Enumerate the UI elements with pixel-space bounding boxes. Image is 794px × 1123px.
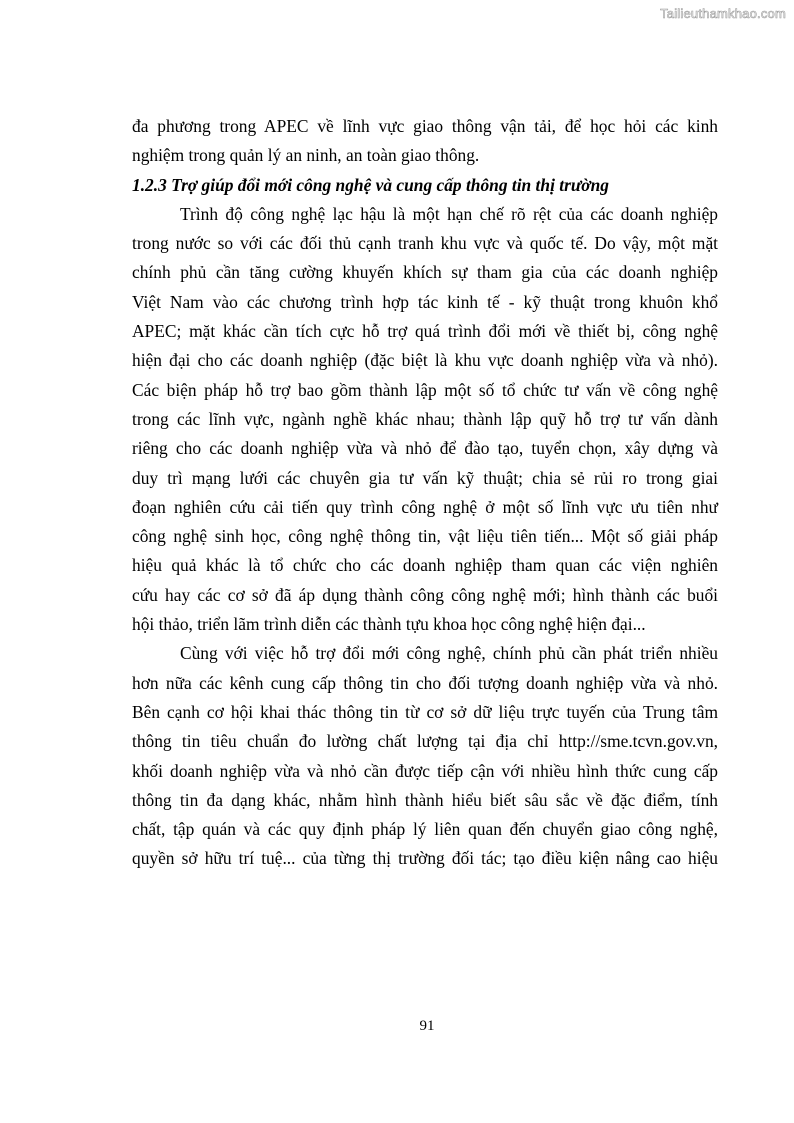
text-line: Các biện pháp hỗ trợ bao gồm thành lập một số tổ chức tư vấn về công nghệ: [132, 379, 718, 400]
document-body: [132, 112, 718, 874]
text-line: Cùng với việc hỗ trợ đổi mới công nghệ, chính phủ cần phát triển nhiều: [180, 643, 718, 664]
text-line: trong các lĩnh vực, ngành nghề khác nhau; thành lập quỹ hỗ trợ tư vấn dành: [132, 408, 718, 429]
text-line: duy trì mạng lưới các chuyên gia tư vấn kỹ thuật; chia sẻ rủi ro trong giai: [132, 467, 718, 488]
text-line: đa phương trong APEC về lĩnh vực giao thông vận tải, để học hỏi các kinh: [132, 116, 718, 136]
text-line: nghiệm trong quản lý an ninh, an toàn giao thông.: [132, 145, 480, 166]
page-number: 91: [419, 1018, 435, 1034]
intro-paragraph: [132, 112, 718, 171]
text-line: hội thảo, triển lãm trình diễn các thành tựu khoa học công nghệ hiện đại...: [132, 614, 646, 635]
text-line: chất, tập quán và các quy định pháp lý liên quan đến chuyển giao công nghệ,: [132, 819, 718, 840]
text-line: chính phủ cần tăng cường khuyến khích sự tham gia của các doanh nghiệp: [132, 262, 718, 283]
text-line: thông tin tiêu chuẩn đo lường chất lượng tại địa chỉ http://sme.tcvn.gov.vn,: [132, 731, 718, 752]
watermark: Tailieuthamkhao.com: [660, 6, 786, 21]
paragraph-technology: [132, 200, 718, 639]
text-line: thông tin đa dạng khác, nhằm hình thành hiểu biết sâu sắc về đặc điểm, tính: [132, 789, 718, 810]
text-line: Việt Nam vào các chương trình hợp tác kinh tế - kỹ thuật trong khuôn khổ: [132, 291, 718, 312]
text-line: trong nước so với các đối thủ cạnh tranh khu vực và quốc tế. Do vậy, một mặt: [132, 233, 718, 254]
text-line: khối doanh nghiệp vừa và nhỏ cần được tiếp cận với nhiều hình thức cung cấp: [132, 760, 718, 781]
text-line: hiện đại cho các doanh nghiệp (đặc biệt là khu vực doanh nghiệp vừa và nhỏ).: [132, 350, 718, 371]
text-line: riêng cho các doanh nghiệp vừa và nhỏ để đào tạo, tuyển chọn, xây dựng và: [132, 438, 718, 459]
text-line: APEC; mặt khác cần tích cực hỗ trợ quá trình đổi mới về thiết bị, công nghệ: [132, 321, 718, 342]
text-line: quyền sở hữu trí tuệ... của từng thị trường đối tác; tạo điều kiện nâng cao hiệu: [132, 848, 718, 869]
section-heading: 1.2.3 Trợ giúp đổi mới công nghệ và cung cấp thông tin thị trường: [132, 174, 609, 195]
text-line: Bên cạnh cơ hội khai thác thông tin từ cơ sở dữ liệu trực tuyến của Trung tâm: [132, 701, 718, 722]
text-line: hiệu quả khác là tổ chức cho các doanh nghiệp tham quan các viện nghiên: [132, 555, 718, 576]
text-line: cứu hay các cơ sở đã áp dụng thành công công nghệ mới; hình thành các buổi: [132, 584, 718, 605]
text-line: hơn nữa các kênh cung cấp thông tin cho đối tượng doanh nghiệp vừa và nhỏ.: [132, 672, 718, 693]
text-line: đoạn nghiên cứu cải tiến quy trình công nghệ ở một số lĩnh vực ưu tiên như: [132, 496, 718, 517]
paragraph-information: [132, 639, 718, 873]
text-line: Trình độ công nghệ lạc hậu là một hạn chế rõ rệt của các doanh nghiệp: [180, 203, 718, 224]
text-line: công nghệ sinh học, công nghệ thông tin, vật liệu tiên tiến... Một số giải pháp: [132, 526, 718, 547]
